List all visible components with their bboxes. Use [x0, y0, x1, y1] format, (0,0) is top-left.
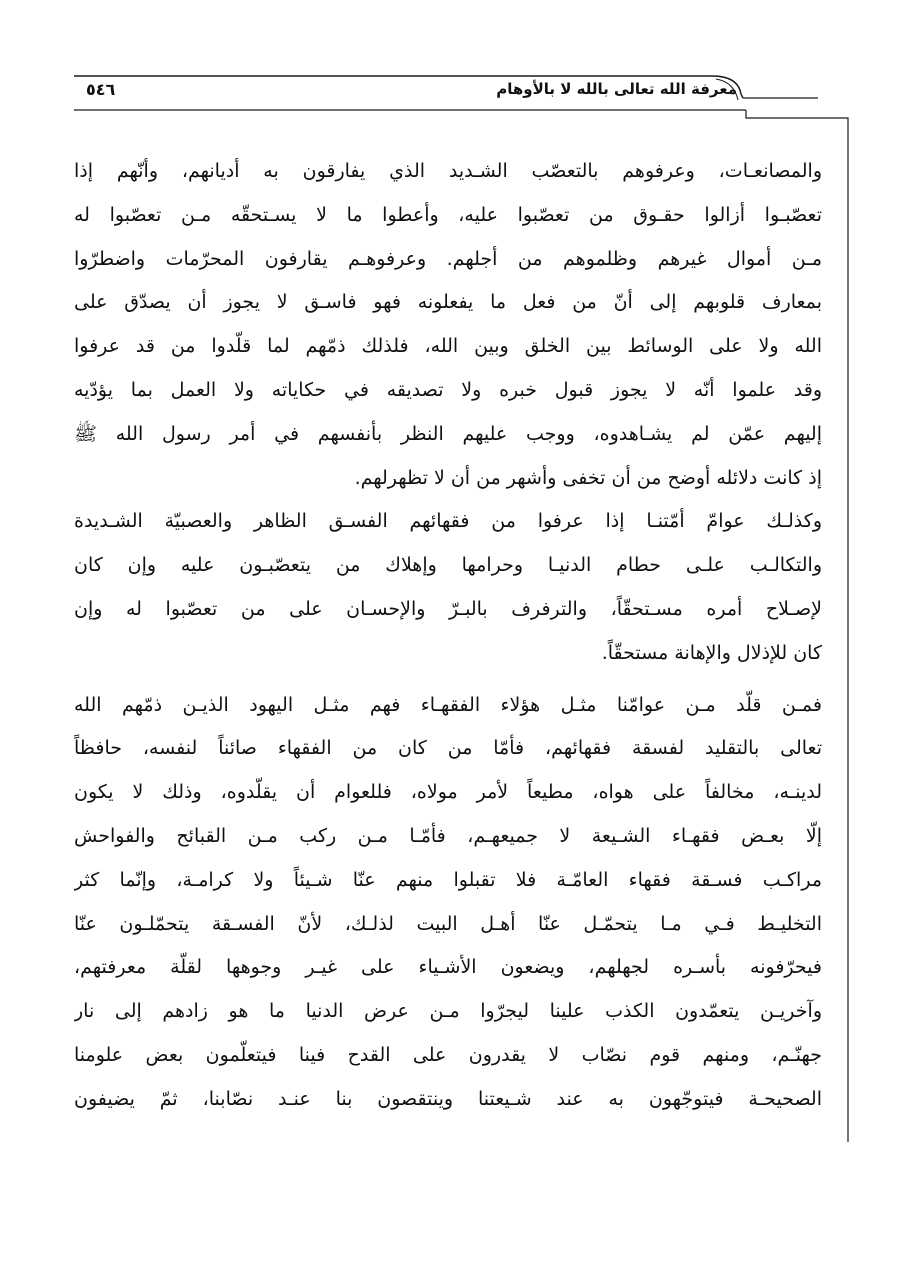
text-line: وقد علموا أنّه لا يجوز قبول خبره ولا تصديقه في حكاياته ولا العمل بما يؤدّيه: [74, 378, 822, 401]
text-line: مـن أموال غيرهم وظلموهم من أجلهم. وعرفوهـم يقارفون المحرّمات واضطرّوا: [74, 247, 822, 270]
paragraph-3: [74, 684, 822, 1122]
text-line: إلّا بعـض فقهـاء الشـيعة لا جميعهـم، فأمّـا مـن ركب مـن القبائح والفواحش: [74, 824, 822, 847]
text-line: إذ كانت دلائله أوضح من أن تخفى وأشهر من أن لا تظهرلهم.: [354, 466, 822, 489]
paragraph-gap: [74, 676, 822, 684]
text-line: فمـن قلّد مـن عوامّنا مثـل هؤلاء الفقهـاء فهم مثـل اليهود الذيـن ذمّهم الله: [74, 693, 822, 716]
page-number: ٥٤٦: [86, 80, 116, 99]
text-line: جهنّـم، ومنهم قوم نصّاب لا يقدرون على القدح فينا فيتعلّمون بعض علومنا: [74, 1043, 822, 1066]
paragraph-1: [74, 150, 822, 500]
text-line: مراكـب فسـقة فقهاء العامّـة فلا تقبلوا منهم عنّا شـيئاً ولا كرامـة، وإنّما كثر: [74, 868, 822, 891]
text-line: الصحيحـة فيتوجّهون به عند شـيعتنا وينتقصون بنا عنـد نصّابنا، ثمّ يضيفون: [74, 1087, 822, 1110]
text-line: الله ولا على الوسائط بين الخلق وبين الله، فلذلك ذمّهم لما قلّدوا من قد عرفوا: [74, 335, 822, 358]
body-text: [74, 150, 822, 1122]
text-line: فيحرّفونه بأسـره لجهلهم، ويضعون الأشـياء على غيـر وجوهها لقلّة معرفتهم،: [74, 956, 822, 979]
text-line: وكذلـك عوامّ أمّتنـا إذا عرفوا من فقهائهم الفسـق الظاهر والعصبيّة الشـديدة: [74, 510, 822, 533]
text-line: بمعارف قلوبهم إلى أنّ من فعل ما يفعلونه فهو فاسـق لا يجوز أن يصدّق على: [74, 291, 822, 314]
running-header-title: معرفة الله تعالى بالله لا بالأوهام: [496, 80, 737, 98]
text-line: لدينـه، مخالفاً على هواه، مطيعاً لأمر مولاه، فللعوام أن يقلّدوه، وذلك لا يكون: [74, 781, 822, 804]
text-line: والمصانعـات، وعرفوهم بالتعصّب الشـديد الذي يفارقون به أديانهم، وأنّهم إذا: [74, 160, 822, 182]
text-line: لإصـلاح أمره مسـتحقّاً، والترفرف بالبـرّ والإحسـان على من تعصّبوا له وإن: [74, 597, 822, 620]
paragraph-2: [74, 500, 822, 675]
text-line: إليهم عمّن لم يشـاهدوه، ووجب عليهم النظر بأنفسهم في أمر رسول الله ﷺ: [74, 422, 822, 445]
text-line: وآخريـن يتعمّدون الكذب علينا ليجرّوا مـن عرض الدنيا ما هو زادهم إلى نار: [74, 1000, 822, 1023]
text-line: التخليـط فـي مـا يتحمّـل عنّا أهـل البيت لذلـك، لأنّ الفسـقة يتحمّلـون عنّا: [74, 912, 822, 935]
text-line: تعالى بالتقليد لفسقة فقهائهم، فأمّا من كان من الفقهاء صائناً لنفسه، حافظاً: [74, 737, 822, 760]
text-line: تعصّبـوا أزالوا حقـوق من تعصّبوا عليه، وأعطوا ما لا يسـتحقّه مـن تعصّبوا له: [74, 203, 822, 226]
text-line: كان للإذلال والإهانة مستحقّاً.: [601, 641, 822, 664]
text-line: والتكالـب علـى حطام الدنيـا وحرامها وإهلاك من يتعصّبـون عليه وإن كان: [74, 554, 822, 577]
